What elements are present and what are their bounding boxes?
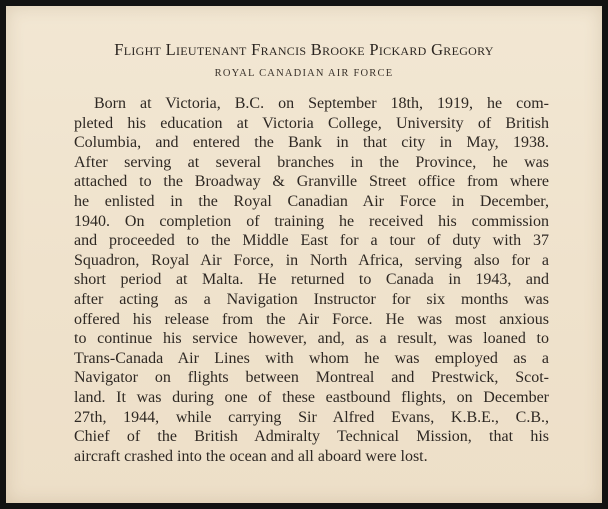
text-line: he enlisted in the Royal Canadian Air Force in December, [74, 192, 549, 210]
text-line: offered his release from the Air Force. He was most anxious [74, 310, 549, 328]
text-line: short period at Malta. He returned to Canada in 1943, and [74, 271, 549, 289]
text-line: aircraft crashed into the ocean and all aboard were lost. [74, 447, 428, 465]
text-line: Trans-Canada Air Lines with whom he was employed as a [74, 349, 549, 367]
text-line: after acting as a Navigation Instructor for six months was [74, 290, 549, 308]
text-line: and proceeded to the Middle East for a tour of duty with 37 [74, 232, 549, 250]
text-line: attached to the Broadway & Granville Street office from where [74, 173, 549, 191]
text-line: 27th, 1944, while carrying Sir Alfred Evans, K.B.E., C.B., [74, 408, 549, 426]
page-title: Flight Lieutenant Francis Brooke Pickard Gregory [114, 40, 494, 59]
text-line: to continue his service however, and, as a result, was loaned to [74, 330, 549, 348]
text-line: Chief of the British Admiralty Technical Mission, that his [74, 428, 549, 446]
page-subtitle: ROYAL CANADIAN AIR FORCE [214, 68, 394, 79]
text-line: Born at Victoria, B.C. on September 18th, 1919, he com- [94, 95, 549, 112]
text-line: After serving at several branches in the Province, he was [74, 153, 549, 171]
text-line: pleted his education at Victoria College, University of British [74, 114, 549, 132]
body-paragraph [74, 94, 549, 466]
text-line: Navigator on flights between Montreal and Prestwick, Scot- [74, 369, 549, 387]
text-line: land. It was during one of these eastbound flights, on December [74, 388, 549, 406]
text-line: 1940. On completion of training he received his commission [74, 212, 549, 230]
text-line: Columbia, and entered the Bank in that city in May, 1938. [74, 134, 549, 152]
text-line: Squadron, Royal Air Force, in North Africa, serving also for a [74, 251, 549, 269]
